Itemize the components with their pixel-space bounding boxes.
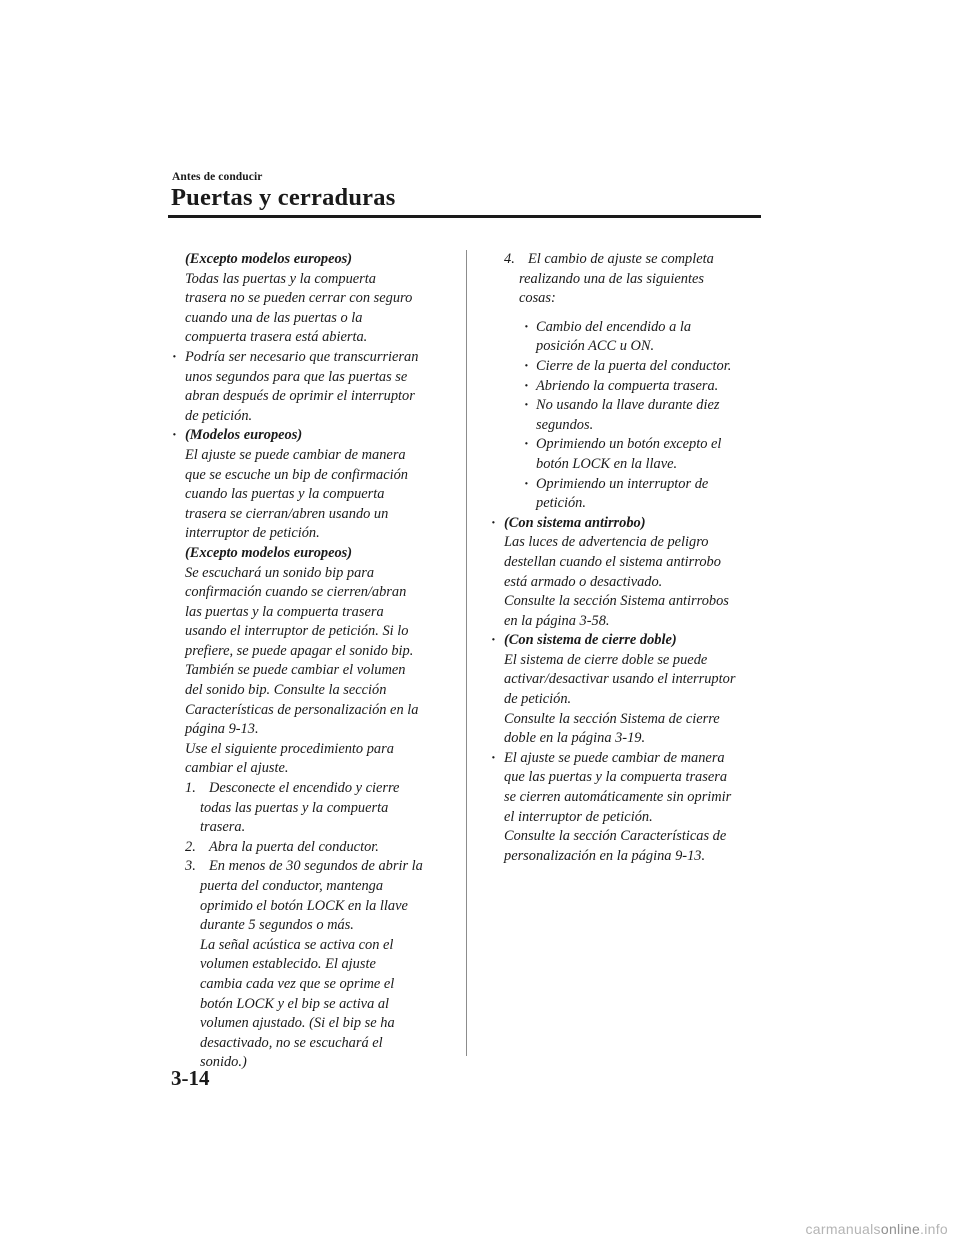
step-line: oprimido el botón LOCK en la llave (200, 897, 408, 914)
section-label: Antes de conducir (172, 171, 263, 183)
note-line: Las luces de advertencia de peligro (504, 534, 709, 551)
step-text: El cambio de ajuste se completa (528, 251, 714, 267)
bullet-text: Podría ser necesario que transcurrieran (185, 348, 419, 365)
note-line: trasera se cierran/abren usando un (185, 505, 389, 522)
note-line: prefiere, se puede apagar el sonido bip. (185, 642, 414, 659)
note-line: que se escuche un bip de confirmación (185, 466, 408, 483)
sub-bullet-text: Oprimiendo un interruptor de (536, 475, 709, 492)
sub-bullet-item (488, 357, 764, 377)
step-line: sonido.) (200, 1054, 247, 1071)
note-line: activar/desactivar usando el interruptor (504, 671, 736, 688)
note-line: se cierren automáticamente sin oprimir (504, 789, 732, 806)
sub-bullet-item (488, 396, 764, 416)
step-number: 1. (185, 780, 196, 797)
step-item (169, 857, 457, 877)
bullet-item (488, 631, 764, 651)
bullet-text: El ajuste se puede cambiar de manera (504, 749, 725, 766)
note-line: en la página 3-58. (504, 612, 610, 629)
note-line: También se puede cambiar el volumen (185, 662, 406, 679)
step-line: cosas: (519, 290, 556, 307)
step-item (488, 250, 764, 270)
note-line: Todas las puertas y la compuerta (185, 270, 376, 287)
note-line: doble en la página 3-19. (504, 730, 646, 747)
sub-bullet-text: Abriendo la compuerta trasera. (536, 377, 719, 394)
step-line: todas las puertas y la compuerta (200, 799, 389, 816)
left-column (169, 250, 457, 1073)
bullet-heading: (Con sistema antirrobo) (504, 514, 646, 531)
sub-bullet-text: Cierre de la puerta del conductor. (536, 357, 732, 374)
sub-bullet-line: segundos. (536, 416, 594, 433)
bullet-dot-icon: · (172, 348, 177, 365)
bullet-heading: (Con sistema de cierre doble) (504, 632, 677, 649)
watermark-part: carmanuals (805, 1221, 881, 1237)
bullet-dot-icon: · (524, 377, 529, 394)
bullet-item (488, 749, 764, 769)
watermark-part: .info (920, 1221, 948, 1237)
sub-bullet-item (488, 377, 764, 397)
bullet-heading: (Modelos europeos) (185, 427, 303, 444)
bullet-dot-icon: · (524, 318, 529, 335)
step-line: volumen ajustado. (Si el bip se ha (200, 1015, 395, 1032)
title-rule (168, 215, 761, 218)
bullet-dot-icon: · (524, 397, 529, 414)
bullet-dot-icon: · (524, 475, 529, 492)
note-line: de petición. (504, 691, 572, 708)
page-number: 3-14 (171, 1066, 210, 1090)
note-line: cuando las puertas y la compuerta (185, 486, 385, 503)
note-line: unos segundos para que las puertas se (185, 368, 408, 385)
bullet-dot-icon: · (524, 436, 529, 453)
note-line: Características de personalización en la (185, 701, 419, 718)
note-line: usando el interruptor de petición. Si lo (185, 623, 409, 640)
step-line: botón LOCK y el bip se activa al (200, 995, 390, 1012)
note-line: Consulte la sección Sistema antirrobos (504, 593, 729, 610)
step-line: volumen establecido. El ajuste (200, 956, 376, 973)
note-line: abran después de oprimir el interruptor (185, 388, 415, 405)
bullet-dot-icon: · (491, 632, 496, 649)
sub-bullet-line: posición ACC u ON. (536, 338, 655, 355)
note-line: del sonido bip. Consulte la sección (185, 682, 387, 699)
note-line: Use el siguiente procedimiento para (185, 740, 394, 757)
sub-bullet-text: No usando la llave durante diez (536, 397, 720, 414)
note-line: Se escuchará un sonido bip para (185, 564, 375, 581)
note-line: Consulte la sección Sistema de cierre (504, 710, 720, 727)
step-number: 4. (504, 251, 515, 267)
step-line: durante 5 segundos o más. (200, 917, 354, 934)
sub-bullet-text: Cambio del encendido a la (536, 318, 692, 335)
note-line: personalización en la página 9-13. (504, 847, 706, 864)
step-item (169, 779, 457, 799)
note-line: que las puertas y la compuerta trasera (504, 769, 728, 786)
note-line: Consulte la sección Características de (504, 828, 727, 845)
bullet-item (169, 426, 457, 446)
bullet-item (169, 348, 457, 368)
step-line: desactivado, no se escuchará el (200, 1034, 383, 1051)
sub-bullet-item (488, 475, 764, 495)
bullet-item (488, 514, 764, 534)
step-line: La señal acústica se activa con el (200, 936, 394, 953)
right-column (488, 250, 764, 866)
step-text: Desconecte el encendido y cierre (209, 780, 400, 797)
note-heading: (Excepto modelos europeos) (185, 251, 353, 267)
bullet-dot-icon: · (172, 427, 177, 444)
step-line: puerta del conductor, mantenga (200, 878, 384, 894)
note-line: interruptor de petición. (185, 525, 320, 542)
sub-bullet-line: botón LOCK en la llave. (536, 455, 678, 472)
step-text: En menos de 30 segundos de abrir la (209, 858, 423, 875)
note-line: compuerta trasera está abierta. (185, 329, 368, 346)
bullet-dot-icon: · (491, 749, 496, 766)
step-number: 3. (185, 858, 196, 875)
step-line: trasera. (200, 819, 246, 836)
note-line: cambiar el ajuste. (185, 760, 289, 777)
note-line: está armado o desactivado. (504, 573, 663, 590)
spacer (488, 309, 764, 318)
note-line: El sistema de cierre doble se puede (504, 651, 708, 668)
step-line: cambia cada vez que se oprime el (200, 975, 395, 992)
sub-bullet-item (488, 435, 764, 455)
step-text: Abra la puerta del conductor. (209, 838, 379, 855)
note-line: confirmación cuando se cierren/abran (185, 584, 407, 601)
column-divider (466, 250, 467, 1056)
step-number: 2. (185, 838, 196, 855)
watermark-part: online (880, 1221, 921, 1237)
note-line: cuando una de las puertas o la (185, 309, 363, 326)
note-line: destellan cuando el sistema antirrobo (504, 553, 721, 570)
bullet-dot-icon: · (491, 514, 496, 531)
sub-bullet-text: Oprimiendo un botón excepto el (536, 436, 722, 453)
step-line: realizando una de las siguientes (519, 270, 704, 287)
note-heading: (Excepto modelos europeos) (185, 544, 353, 561)
bullet-dot-icon: · (524, 357, 529, 374)
note-line: trasera no se pueden cerrar con seguro (185, 290, 413, 307)
note-line: las puertas y la compuerta trasera (185, 603, 384, 620)
page-title: Puertas y cerraduras (171, 184, 396, 211)
step-item (169, 838, 457, 858)
note-line: página 9-13. (185, 721, 259, 738)
sub-bullet-item (488, 318, 764, 338)
sub-bullet-line: petición. (536, 495, 586, 512)
note-line: El ajuste se puede cambiar de manera (185, 446, 406, 463)
note-line: de petición. (185, 407, 253, 424)
note-line: el interruptor de petición. (504, 808, 653, 825)
watermark (805, 1221, 948, 1237)
